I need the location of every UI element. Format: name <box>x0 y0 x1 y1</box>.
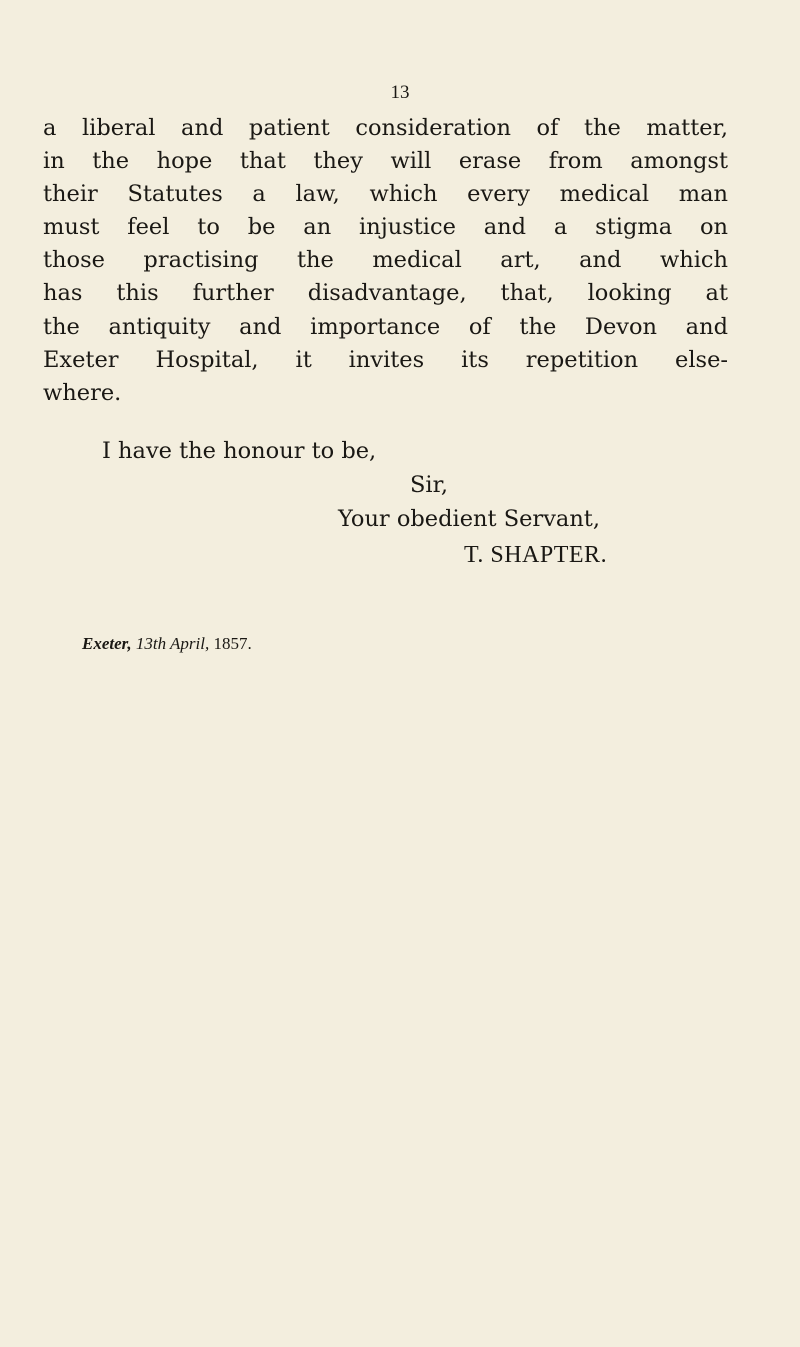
dateline-place: Exeter, <box>82 634 132 653</box>
body-line: their Statutes a law, which every medical man <box>43 181 728 208</box>
closing-honour: I have the honour to be, <box>102 438 377 464</box>
dateline-date: 13th April, <box>135 634 210 653</box>
dateline-year: 1857. <box>213 634 252 653</box>
closing-valediction: Your obedient Servant, <box>338 506 601 532</box>
body-line: Exeter Hospital, it invites its repetition else- <box>43 346 728 373</box>
body-line: a liberal and patient consideration of the matter, <box>43 115 728 141</box>
letter-body <box>43 112 728 410</box>
body-line: must feel to be an injustice and a stigma on <box>43 214 728 241</box>
body-line: in the hope that they will erase from amongst <box>43 148 728 175</box>
page-number: 13 <box>390 82 410 103</box>
body-line: has this further disadvantage, that, looking at <box>43 280 728 307</box>
body-line: those practising the medical art, and which <box>43 247 728 274</box>
signature: T. SHAPTER. <box>464 542 608 568</box>
body-line: where. <box>43 379 122 406</box>
body-line: the antiquity and importance of the Devon and <box>43 313 728 340</box>
closing-salutation: Sir, <box>410 472 449 498</box>
dateline <box>82 634 252 654</box>
